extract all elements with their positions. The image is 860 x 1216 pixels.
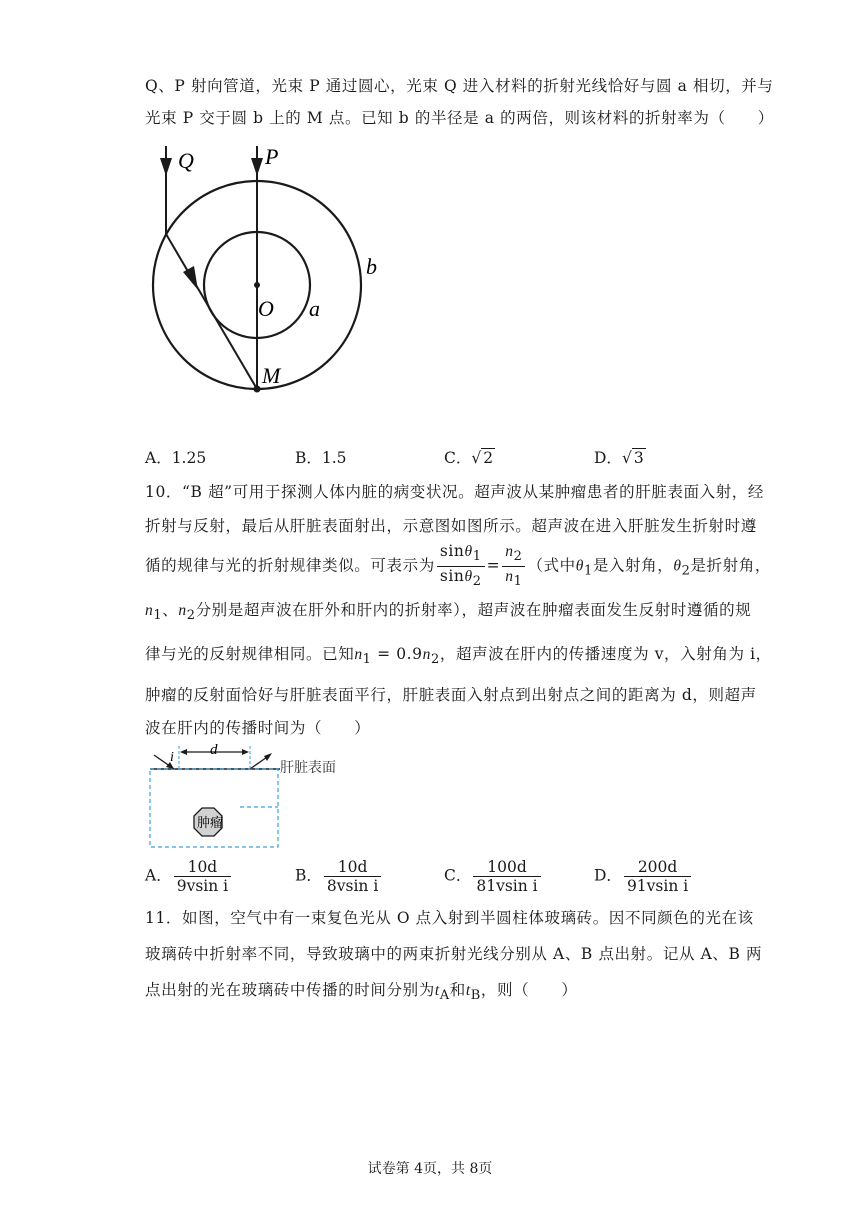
q10-option-c[interactable] xyxy=(444,858,543,895)
beam-p-arrow xyxy=(251,158,263,176)
q11-text-line-3: 点出射的光在玻璃砖中传播的时间分别为$t_A$和$t_B$，则（ ） xyxy=(145,981,578,1004)
distance-arrow-right xyxy=(242,749,249,755)
label-b: b xyxy=(366,254,377,279)
q10-option-b-num: 10d xyxy=(324,858,381,877)
label-liver-surface: 肝脏表面 xyxy=(280,760,336,776)
q10-option-b-prefix: B． xyxy=(295,866,322,885)
q9-figure xyxy=(140,138,400,398)
q10-line3-a: 循的规律与光的折射规律类似。可表示为 xyxy=(145,556,435,575)
q9-text-line-2: 光束 P 交于圆 b 上的 M 点。已知 b 的半径是 a 的两倍，则该材料的折射率为（ ） xyxy=(145,109,774,127)
exit-arrow xyxy=(264,753,272,761)
snell-formula: $\frac{\sin\theta_1}{\sin\theta_2}$ xyxy=(437,542,485,591)
q10-option-d[interactable] xyxy=(594,858,693,895)
q9-option-d[interactable]: D．√ 3 xyxy=(594,449,644,467)
q10-option-d-den: 91vsin i xyxy=(626,877,689,895)
q10-line3-d: 是折射角， xyxy=(690,556,771,575)
point-o xyxy=(254,282,260,288)
q10-option-d-prefix: D． xyxy=(594,866,622,885)
q10-text-line-3: 循的规律与光的折射规律类似。可表示为 $\frac{\sin\theta_1}{\sin\theta_2}$ = $\frac{n_2}{n_1}$ （式中$\theta_1$是入射角，$\theta_2$是折射角， xyxy=(145,542,771,590)
q9-option-a[interactable]: A．1.25 xyxy=(145,449,207,467)
q10-line3-c: 是入射角， xyxy=(592,556,674,575)
q10-option-c-den: 81vsin i xyxy=(476,877,538,895)
q10-option-a-prefix: A． xyxy=(145,866,172,885)
q10-option-c-prefix: C． xyxy=(444,866,472,885)
q10-line4-b: 分别是超声波在肝外和肝内的折射率），超声波在肿瘤表面发生反射时遵循的规 xyxy=(195,601,752,619)
label-o: O xyxy=(258,296,274,321)
label-q: Q xyxy=(178,148,194,173)
label-i: i xyxy=(170,750,174,765)
label-a: a xyxy=(309,296,320,321)
beam-q-arrow xyxy=(160,158,172,176)
q10-option-c-num: 100d xyxy=(473,858,540,877)
q11-line3-b: 和 xyxy=(449,981,466,999)
q10-figure xyxy=(140,740,380,852)
q10-option-a-den: 9vsin i xyxy=(176,877,229,895)
q9-option-b[interactable]: B．1.5 xyxy=(295,449,347,467)
refracted-arrow xyxy=(183,266,198,290)
q11-line3-c: ，则（ ） xyxy=(480,981,578,999)
q10-text-line-2: 折射与反射，最后从肝脏表面射出，示意图如图所示。超声波在进入肝脏发生折射时遵 xyxy=(145,517,757,535)
q9-option-c-value: 2 xyxy=(483,449,494,467)
ratio-formula: $\frac{n_2}{n_1}$ xyxy=(502,542,525,591)
label-p: P xyxy=(265,144,279,169)
q10-option-b-den: 8vsin i xyxy=(326,877,379,895)
q10-option-d-num: 200d xyxy=(624,858,691,877)
q10-text-line-4: $n_1$、$n_2$分别是超声波在肝外和肝内的折射率），超声波在肿瘤表面发生反射时遵循的规 xyxy=(145,601,752,624)
q9-option-d-value: 3 xyxy=(633,449,644,467)
page-footer: 试卷第 4页，共 8页 xyxy=(367,1161,493,1177)
q10-text-line-6: 肿瘤的反射面恰好与肝脏表面平行，肝脏表面入射点到出射点之间的距离为 d，则超声 xyxy=(145,686,757,704)
q10-option-b[interactable] xyxy=(295,858,383,895)
distance-arrow-left xyxy=(180,749,187,755)
q10-line5-a: 律与光的反射规律相同。已知 xyxy=(145,645,355,663)
q9-option-d-prefix: D． xyxy=(594,449,622,467)
q9-text-line-1: Q、P 射向管道，光束 P 通过圆心，光束 Q 进入材料的折射光线恰好与圆 a 相切，并与 xyxy=(145,77,774,95)
q10-option-a-num: 10d xyxy=(174,858,231,877)
label-m: M xyxy=(262,363,281,388)
q10-text-line-7: 波在肝内的传播时间为（ ） xyxy=(145,719,371,737)
q10-text-line-5: 律与光的反射规律相同。已知$n_1 = 0.9n_2$，超声波在肝内的传播速度为 v，入射角为 i， xyxy=(145,645,772,668)
q9-option-c-prefix: C． xyxy=(444,449,472,467)
label-tumor: 肿瘤 xyxy=(197,816,224,831)
q10-text-line-1: 10．“B 超”可用于探测人体内脏的病变状况。超声波从某肿瘤患者的肝脏表面入射，经 xyxy=(145,483,764,501)
q10-option-a[interactable] xyxy=(145,858,233,895)
q11-text-line-2: 玻璃砖中折射率不同，导致玻璃中的两束折射光线分别从 A、B 点出射。记从 A、B 两 xyxy=(145,945,763,963)
q10-line3-b: （式中 xyxy=(527,556,576,575)
q11-line3-a: 点出射的光在玻璃砖中传播的时间分别为 xyxy=(145,981,435,999)
label-d: d xyxy=(210,742,218,758)
q9-option-c[interactable]: C．√ 2 xyxy=(444,449,494,467)
point-m xyxy=(254,386,261,393)
q11-text-line-1: 11．如图，空气中有一束复色光从 O 点入射到半圆柱体玻璃砖。因不同颜色的光在该 xyxy=(145,909,754,927)
q10-line5-b: ，超声波在肝内的传播速度为 v，入射角为 i， xyxy=(439,645,772,663)
